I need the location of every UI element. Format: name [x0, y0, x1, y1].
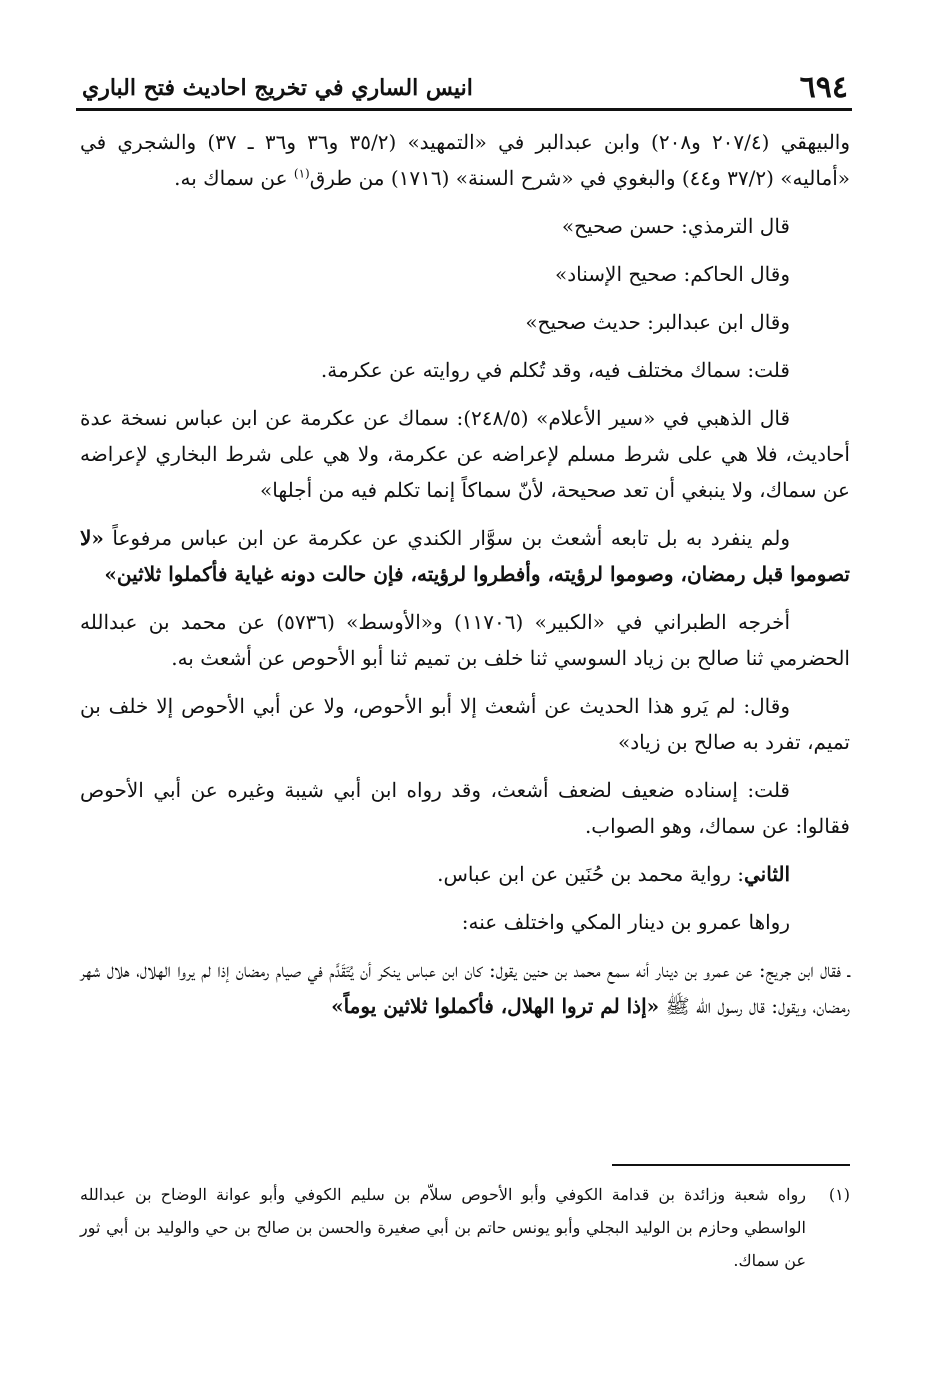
footnote-1	[80, 1178, 850, 1277]
page-header	[76, 62, 852, 111]
footnote-text: رواه شعبة وزائدة بن قدامة الكوفي وأبو الأحوص سلاّم بن سليم الكوفي وأبو عوانة الوضاح بن عبدالله الواسطي وحازم بن الوليد البجلي وأبو يونس حاتم بن أبي صغيرة والحسن بن صالح بن حي والوليد بن أبي ثور عن سماك.	[80, 1185, 806, 1270]
hadith-text-2: «إذا لم تروا الهلال، فأكملوا ثلاثين يوماً»	[331, 994, 660, 1018]
paragraph-dhahabi: قال الذهبي في «سير الأعلام» (٢٤٨/٥): سماك عن عكرمة عن ابن عباس نسخة عدة أحاديث، فلا هي على شرط مسلم لإعراضه عن عكرمة، ولا هي على شرط البخاري لإعراضه عن سماك، ولا ينبغي أن تعد صحيحة، لأنّ سماكاً إنما تكلم فيه من أجلها»	[80, 406, 850, 502]
hadith-text-1: «لا تصوموا قبل رمضان، وصوموا لرؤيته، وأفطروا لرؤيته، فإن حالت دونه غياية فأكملوا ثلاثين»	[80, 526, 850, 586]
paragraph-ashath-hadith	[80, 520, 850, 592]
paragraph-comment-simak: قلت: سماك مختلف فيه، وقد تُكلم في روايته عن عكرمة.	[320, 358, 790, 382]
paragraph-ibn-jurayj-text: ـ فقال ابن جريج: عن عمرو بن دينار أنه سمع محمد بن حنين يقول: كان ابن عباس ينكر أن يُتَقَدَّم في صيام رمضان إذا لم يروا الهلال، هلال شهر رمضان، ويقول: قال رسول الله ﷺ	[80, 958, 850, 1018]
footnote-divider	[612, 1164, 850, 1166]
paragraph-tirmidhi: قال الترمذي: حسن صحيح»	[561, 214, 790, 238]
footnote-reference: (١)	[293, 166, 310, 181]
paragraph-sources-end: عن سماك به.	[174, 166, 294, 190]
second-narration-text: : رواية محمد بن حُنَين عن ابن عباس.	[437, 862, 744, 886]
paragraph-tabarani: أخرجه الطبراني في «الكبير» (١١٧٠٦) و«الأوسط» (٥٧٣٦) عن محمد بن عبدالله الحضرمي ثنا صالح بن زياد السوسي ثنا خلف بن تميم ثنا أبو الأحوص عن أشعث به.	[80, 610, 850, 670]
page-number: ٦٩٤	[799, 70, 848, 105]
second-label: الثاني	[743, 862, 790, 886]
footnote-mark: (١)	[828, 1185, 850, 1204]
footnotes	[80, 1178, 850, 1277]
running-title: انيس الساري في تخريج احاديث فتح الباري	[82, 75, 473, 101]
paragraph-sources-text: والبيهقي (٢٠٧/٤ و٢٠٨) وابن عبدالبر في «التمهيد» (٣٥/٢ و٣٦ و٣٦ ـ ٣٧) والشجري في «أماليه» (٣٧/٢ و٤٤) والبغوي في «شرح السنة» (١٧١٦) من طرق	[80, 130, 851, 190]
paragraph-amr-dinar: رواها عمرو بن دينار المكي واختلف عنه:	[461, 910, 790, 934]
paragraph-weak-isnad: قلت: إسناده ضعيف لضعف أشعث، وقد رواه ابن أبي شيبة وغيره عن أبي الأحوص فقالوا: عن سماك، وهو الصواب.	[80, 778, 850, 838]
paragraph-ashath-intro: ولم ينفرد به بل تابعه أشعث بن سوَّار الكندي عن عكرمة عن ابن عباس مرفوعاً	[103, 526, 790, 550]
paragraph-tabarani-comment: وقال: لم يَرو هذا الحديث عن أشعث إلا أبو الأحوص، ولا عن أبي الأحوص إلا خلف بن تميم، تفرد به صالح بن زياد»	[80, 694, 850, 754]
paragraph-ibn-jurayj	[80, 952, 850, 1024]
paragraph-ibn-abdulbarr: وقال ابن عبدالبر: حديث صحيح»	[525, 310, 790, 334]
main-text	[80, 124, 850, 1036]
paragraph-sources	[80, 124, 850, 196]
paragraph-second-narration	[80, 856, 850, 892]
paragraph-hakim: وقال الحاكم: صحيح الإسناد»	[555, 262, 790, 286]
